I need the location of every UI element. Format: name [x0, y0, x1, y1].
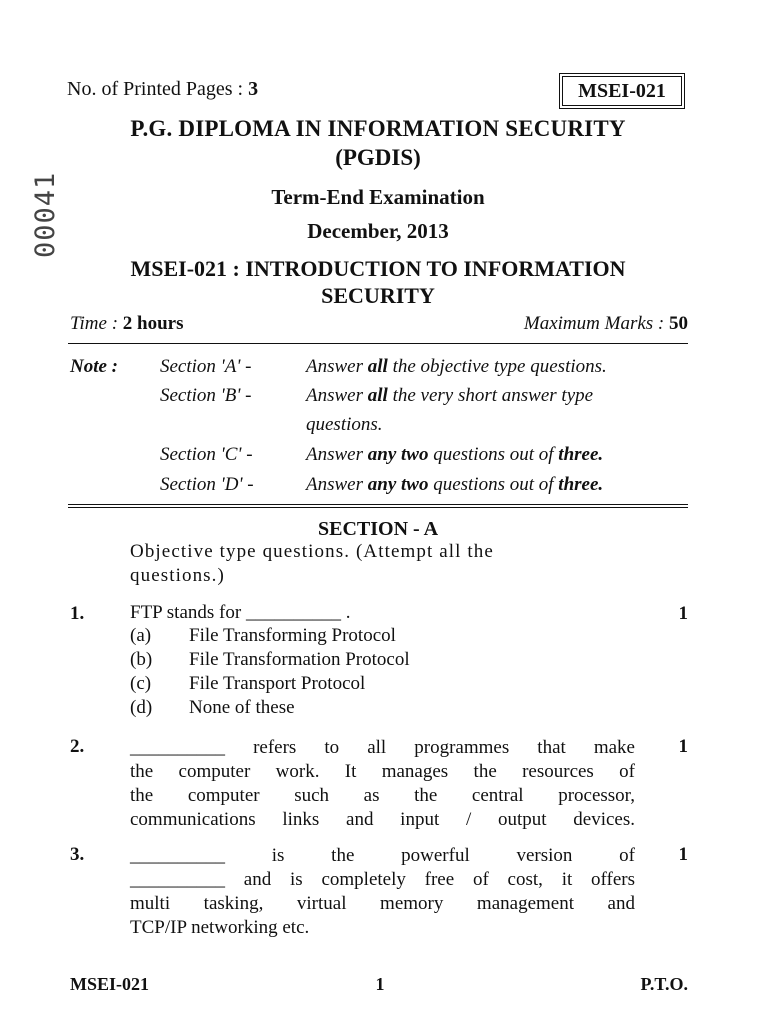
note-text: questions. [306, 414, 383, 435]
intro-line: questions.) [130, 565, 225, 586]
note-text: Answer [306, 474, 368, 495]
time-label: Time : [70, 313, 123, 334]
question-3-marks: 1 [678, 844, 688, 865]
question-line: communications links and input / output devices. [130, 809, 635, 830]
course-title-line1: MSEI-021 : INTRODUCTION TO INFORMATION [130, 256, 626, 281]
note-instruction-c [306, 444, 690, 466]
question-line: __________ is the powerful version of [130, 845, 635, 866]
footer-pto: P.T.O. [640, 974, 688, 994]
section-a-intro [130, 540, 690, 588]
section-a-heading: SECTION - A [317, 518, 439, 540]
note-instruction-b [306, 385, 690, 407]
programme-abbrev: (PGDIS) [335, 145, 421, 170]
note-emphasis: all [367, 356, 388, 377]
question-2-text [130, 736, 635, 832]
divider-top [68, 343, 688, 344]
time-value: 2 hours [122, 313, 184, 334]
note-section-c: Section 'C' - [160, 444, 253, 465]
printed-pages-value: 3 [248, 78, 259, 100]
note-section-a: Section 'A' - [160, 356, 252, 377]
exam-date: December, 2013 [307, 219, 449, 243]
note-text: questions out of [428, 444, 559, 465]
question-line: __________ refers to all programmes that make [130, 737, 635, 758]
printed-pages [67, 78, 258, 101]
marks-label: Maximum Marks : [523, 313, 669, 334]
printed-pages-label: No. of Printed Pages : [67, 78, 249, 100]
programme-title: P.G. DIPLOMA IN INFORMATION SECURITY [130, 116, 626, 141]
serial-number: 00041 [30, 171, 61, 259]
note-emphasis: any two [367, 444, 429, 465]
divider-double-2 [68, 507, 688, 508]
question-3-text [130, 844, 635, 940]
note-emphasis: three. [558, 474, 604, 495]
exam-title: Term-End Examination [271, 185, 485, 209]
note-text: questions out of [428, 474, 559, 495]
note-emphasis: any two [367, 474, 429, 495]
note-text: the objective type questions. [387, 356, 607, 377]
option-text: File Transformation Protocol [189, 649, 410, 670]
question-line: __________ and is completely free of cost, it offers [130, 869, 635, 890]
option-text: None of these [189, 697, 295, 718]
question-2-number: 2. [70, 736, 85, 757]
note-instruction-a [306, 356, 690, 378]
option-label: (a) [130, 625, 152, 646]
option-label: (d) [130, 697, 153, 718]
question-line: the computer such as the central processor, [130, 785, 635, 806]
question-1-number: 1. [70, 603, 85, 624]
question-1-text: FTP stands for __________ . [130, 602, 351, 623]
intro-line: Objective type questions. (Attempt all the [130, 541, 494, 562]
note-section-d: Section 'D' - [160, 474, 254, 495]
question-line: the computer work. It manages the resources of [130, 761, 635, 782]
note-text: the very short answer type [387, 385, 594, 406]
note-emphasis: all [367, 385, 388, 406]
note-emphasis: three. [558, 444, 604, 465]
question-3-number: 3. [70, 844, 85, 865]
option-label: (b) [130, 649, 153, 670]
question-1-marks: 1 [678, 603, 688, 624]
option-label: (c) [130, 673, 152, 694]
note-text: Answer [306, 385, 368, 406]
course-code-box: MSEI-021 [562, 76, 682, 106]
note-label: Note : [70, 356, 119, 377]
note-section-b: Section 'B' - [160, 385, 252, 406]
divider-double-1 [68, 504, 688, 505]
course-title-line2: SECURITY [321, 283, 435, 308]
marks-value: 50 [669, 313, 688, 334]
note-text: Answer [306, 444, 368, 465]
option-text: File Transport Protocol [189, 673, 366, 694]
note-instruction-d [306, 474, 690, 496]
footer-course-code: MSEI-021 [70, 974, 150, 994]
question-2-marks: 1 [678, 736, 688, 757]
time-allowed [70, 313, 184, 335]
maximum-marks [440, 313, 688, 335]
question-line: multi tasking, virtual memory management and [130, 893, 635, 914]
note-instruction-b-cont [306, 414, 690, 436]
question-line: TCP/IP networking etc. [130, 917, 310, 938]
footer-page-number: 1 [375, 974, 385, 994]
option-text: File Transforming Protocol [189, 625, 396, 646]
note-text: Answer [306, 356, 368, 377]
